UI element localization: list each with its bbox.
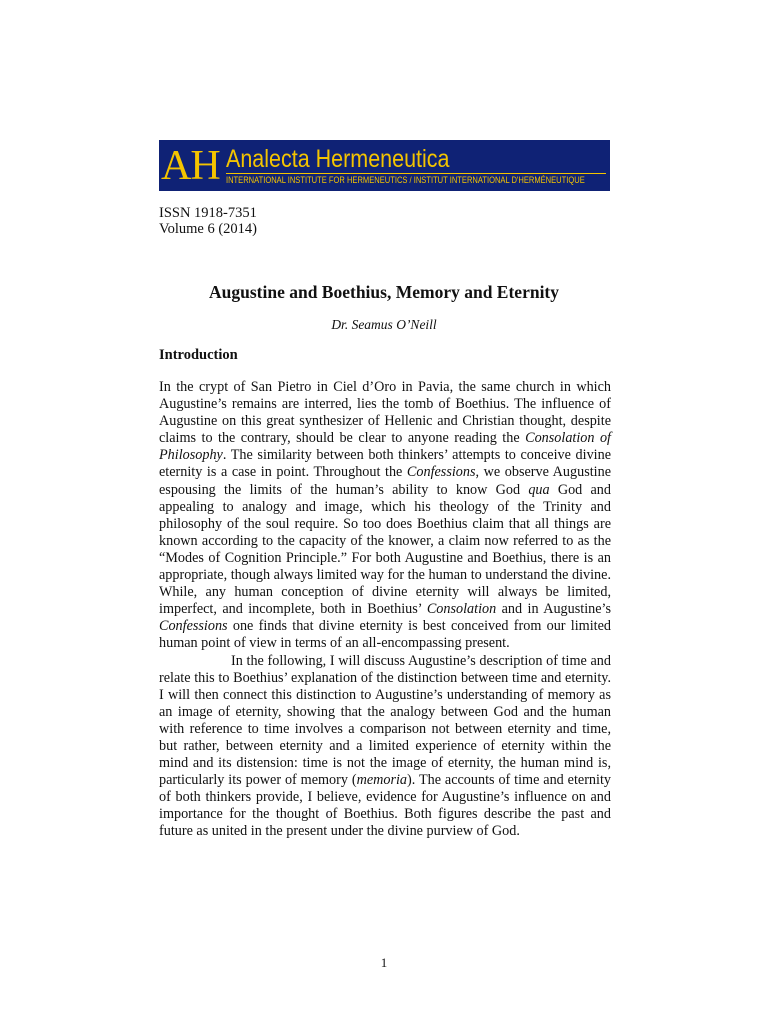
italic-text: memoria — [356, 772, 408, 789]
journal-title: Analecta Hermeneutica — [226, 145, 450, 173]
text-run: God and appealing to analogy and image, which his theology of the Trinity and philosophy of the soul require. So too does Boethius claim that all things are known according to the capacity of the knower, a claim now referred to as the “Modes of Cognition Principle.” For both Augustine and Boethius, there is an appropriate, though always limited way for the human to understand the divine. While, any human conception of divine eternity will always be limited, imperfect, and incomplete, both in Boethius’ — [159, 481, 611, 618]
text-run: and in Augustine’s — [496, 601, 611, 618]
banner-divider — [226, 173, 606, 174]
text-run: ). The accounts of time and eternity of both thinkers provide, I believe, evidence for Augustine’s influence on and importance for the thought of Boethius. Both figures describe the past and future as united in the present under the divine purview of God. — [159, 772, 611, 840]
journal-institute: INTERNATIONAL INSTITUTE FOR HERMENEUTICS / INSTITUT INTERNATIONAL D'HERMÉNEUTIQUE — [226, 175, 585, 185]
text-run: , we observe Augustine espousing the limits of the human’s ability to know God — [159, 464, 611, 498]
paragraph — [159, 653, 611, 841]
italic-text: Consolation — [426, 601, 497, 618]
text-run: one finds that divine eternity is best conceived from our limited human point of view in terms of an all-encompassing present. — [159, 618, 611, 652]
volume-info: Volume 6 (2014) — [159, 221, 258, 237]
paper-title: Augustine and Boethius, Memory and Eternity — [208, 282, 560, 302]
text-run: . The similarity between both thinkers’ attempts to conceive divine eternity is a case in point. Throughout the — [159, 447, 611, 481]
text-run: In the following, I will discuss Augustine’s description of time and relate this to Boethius’ explanation of the distinction between time and eternity. I will then connect this distinction to Augustine’s understanding of memory as an image of eternity, showing that the analogy between God and the human with reference to time involves a comparison not between eternity and time, but rather, between eternity and a limited experience of eternity within the mind and its distension: time is not the image of eternity, the human mind is, particularly its power of memory ( — [159, 652, 611, 789]
issn-number: ISSN 1918-7351 — [159, 205, 257, 221]
section-heading-introduction: Introduction — [159, 347, 238, 363]
italic-text: qua — [528, 481, 550, 498]
journal-logo: AH — [161, 143, 220, 189]
italic-text: Confessions — [159, 618, 228, 635]
issn-block — [159, 205, 257, 237]
body-text — [159, 379, 611, 841]
paper-author: Dr. Seamus O’Neill — [331, 317, 437, 332]
paragraph — [159, 379, 611, 653]
text-run: In the crypt of San Pietro in Ciel d’Oro in Pavia, the same church in which Augustine’s remains are interred, lies the tomb of Boethius. The influence of Augustine on this great synthesizer of Hellenic and Christian thought, despite claims to the contrary, should be clear to anyone reading the — [159, 379, 611, 447]
italic-text: Confessions — [406, 464, 476, 481]
italic-text: Consolation of Philosophy — [159, 430, 611, 464]
journal-banner — [159, 140, 610, 191]
page-number: 1 — [380, 955, 388, 970]
